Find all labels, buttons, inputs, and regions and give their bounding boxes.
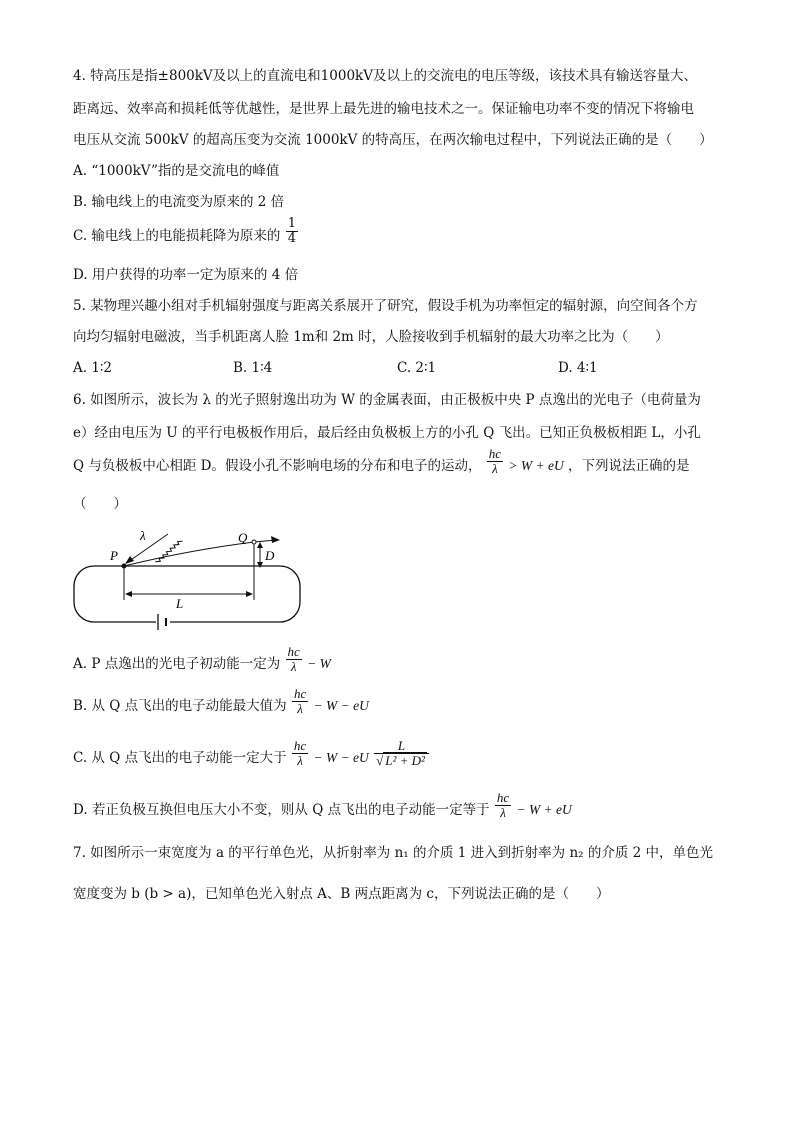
sqrt-radicand: L² + D² (385, 753, 425, 768)
q4-stem-line3: 电压从交流 500kV 的超高压变为交流 1000kV 的特高压，在两次输电过程中，下列说法正确的是（ ） (73, 132, 713, 148)
q6-option-a-text: A. P 点逸出的光电子初动能一定为 (73, 656, 281, 672)
q5-option-b: B. 1∶4 (233, 360, 273, 376)
hole-q (252, 540, 256, 544)
q5-stem-line2: 向均匀辐射电磁波，当手机距离人脸 1m和 2m 时，人脸接收到手机辐射的最大功率之比为（ ） (73, 329, 669, 345)
q6-option-c (73, 738, 430, 768)
fraction-hc-over-lambda (286, 645, 302, 674)
q6-stem-line2: e）经由电压为 U 的平行电极板作用后，最后经由负极板上方的小孔 Q 飞出。已知正负极板相距 L，小孔 (73, 425, 701, 441)
fraction-one-quarter (286, 217, 298, 246)
q6-option-c-text: C. 从 Q 点飞出的电子动能一定大于 (73, 750, 287, 766)
q6-line3-tail: ，下列说法正确的是 (568, 458, 690, 474)
q6-option-b-text: B. 从 Q 点飞出的电子动能最大值为 (73, 698, 287, 714)
q7-stem-line1: 7. 如图所示一束宽度为 a 的平行单色光，从折射率为 n₁ 的介质 1 进入到折射率为 n₂ 的介质 2 中，单色光 (73, 845, 714, 861)
q4-option-a: A. “1000kV”指的是交流电的峰值 (73, 163, 280, 179)
label-q: Q (238, 530, 248, 545)
frac-numerator: 1 (287, 216, 297, 231)
q5-option-d: D. 4∶1 (558, 360, 598, 376)
q6-option-c-expr: − W − eU (313, 750, 369, 765)
q6-stem-line1: 6. 如图所示，波长为 λ 的光子照射逸出功为 W 的金属表面，由正极板中央 P 点逸出的光电子（电荷量为 (73, 392, 701, 408)
frac-denominator: √ L² + D² (374, 753, 429, 768)
q4-option-c-text: C. 输电线上的电能损耗降为原来的 (73, 228, 281, 244)
q6-figure (70, 520, 310, 640)
frac-denominator: λ (286, 659, 302, 674)
frac-numerator: hc (293, 686, 307, 701)
q6-option-d-expr: − W + eU (516, 802, 572, 817)
fraction-hc-over-lambda (487, 447, 503, 476)
photon-wave (155, 539, 182, 564)
fraction-hc-over-lambda (495, 791, 511, 820)
frac-denominator: λ (495, 805, 511, 820)
label-p: P (110, 548, 118, 563)
q4-stem-line1: 4. 特高压是指±800kV及以上的直流电和1000kV及以上的交流电的电压等级，该技术具有输送容量大、 (73, 68, 697, 84)
q6-option-d-text: D. 若正负极互换但电压大小不变，则从 Q 点飞出的电子动能一定等于 (73, 802, 490, 818)
label-lambda: λ (140, 528, 146, 543)
q6-option-b (73, 686, 369, 716)
fraction-hc-over-lambda (292, 687, 308, 716)
q5-option-a: A. 1∶2 (73, 360, 113, 376)
frac-numerator: hc (496, 790, 510, 805)
q7-stem-line2: 宽度变为 b (b > a)，已知单色光入射点 A、B 两点距离为 c，下列说法正确的是（ ） (73, 886, 610, 902)
fraction-l-over-sqrt (374, 739, 429, 768)
q6-option-b-expr: − W − eU (313, 698, 369, 713)
q6-option-a-expr: − W (307, 656, 331, 671)
q6-stem-line3 (73, 446, 690, 476)
frac-numerator: hc (488, 446, 502, 461)
label-l: L (176, 596, 184, 611)
label-d: D (265, 548, 275, 563)
frac-denominator: λ (292, 753, 308, 768)
frac-denominator: λ (292, 701, 308, 716)
frac-denominator: λ (487, 461, 503, 476)
q6-line3-text: Q 与负极板中心相距 D。假设小孔不影响电场的分布和电子的运动， (73, 458, 482, 474)
q6-option-d (73, 790, 572, 820)
frac-numerator: hc (287, 644, 300, 659)
frac-numerator: hc (293, 738, 307, 753)
inequality-rhs: > W + eU (508, 458, 564, 473)
q4-option-c (73, 216, 299, 246)
q4-option-b: B. 输电线上的电流变为原来的 2 倍 (73, 194, 285, 210)
q4-stem-line2: 距离远、效率高和损耗低等优越性，是世界上最先进的输电技术之一。保证输电功率不变的情况下将输电 (73, 101, 694, 117)
trajectory-arrowhead (271, 536, 280, 543)
q6-stem-line4: （ ） (73, 496, 127, 512)
fraction-hc-over-lambda (292, 739, 308, 768)
q5-stem-line1: 5. 某物理兴趣小组对手机辐射强度与距离关系展开了研究，假设手机为功率恒定的辐射源，向空间各个方 (73, 298, 698, 314)
frac-numerator: L (397, 738, 406, 753)
q6-option-a (73, 644, 331, 674)
q5-option-c: C. 2∶1 (397, 360, 437, 376)
q4-option-d: D. 用户获得的功率一定为原来的 4 倍 (73, 267, 299, 283)
frac-denominator: 4 (287, 231, 297, 246)
